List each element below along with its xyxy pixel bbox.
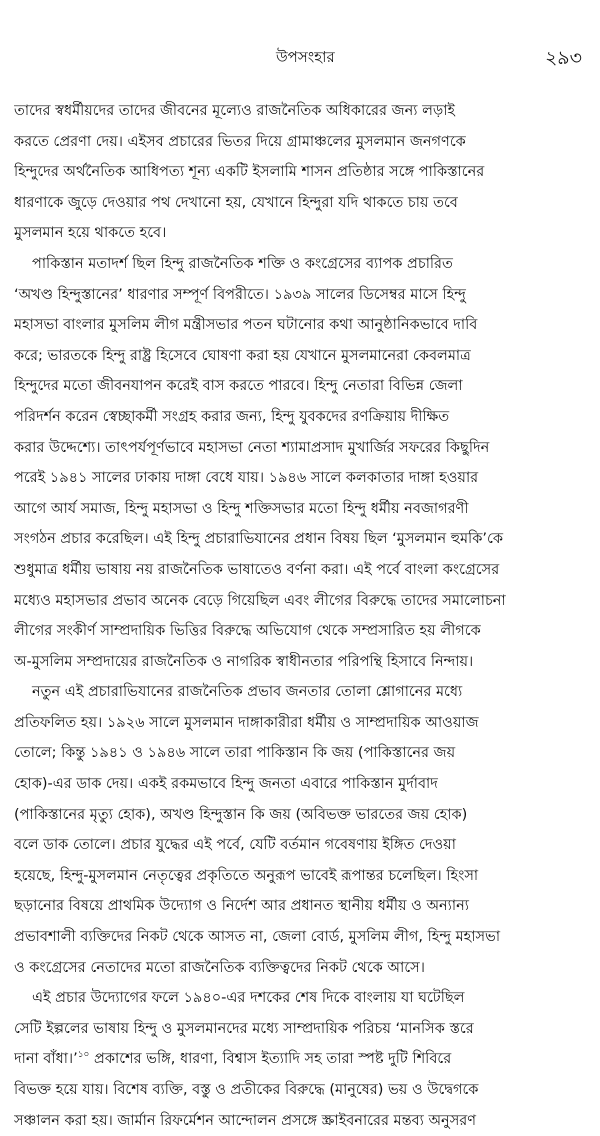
- text-line: মুসলমান হয়ে থাকতে হবে।: [14, 225, 167, 242]
- page-body: [14, 96, 586, 1136]
- text-line: পাকিস্তান মতাদর্শ ছিল হিন্দু রাজনৈতিক শক্তি ও কংগ্রেসের ব্যাপক প্রচারিত: [32, 255, 453, 272]
- text-line: হোক)-এর ডাক দেয়। একই রকমভাবে হিন্দু জনতা এবারে পাকিস্তান মুর্দাবাদ: [14, 776, 438, 793]
- text-line: সেটি ইল্পলের ভাষায় হিন্দু ও মুসলমানদের মধ্যে সাম্প্রদায়িক পরিচয় ‘মানসিক স্তরে: [14, 1020, 474, 1037]
- text-line: ছড়ানোর বিষয়ে প্রাথমিক উদ্যোগ ও নির্দেশ আর প্রধানত স্থানীয় ধর্মীয় ও অন্যান্য: [14, 898, 469, 915]
- text-line: পরিদর্শন করেন স্বেচ্ছাকর্মী সংগ্রহ করার জন্য, হিন্দু যুবকদের রণক্রিয়ায় দীক্ষিত: [14, 408, 450, 425]
- text-fragment: দানা বাঁধা।’: [14, 1051, 78, 1068]
- text-line: হয়েছে, হিন্দু-মুসলমান নেতৃত্বের প্রকৃতিতে অনুরূপ ভাবেই রূপান্তর চলেছিল। হিংসা: [14, 867, 479, 884]
- text-line: নতুন এই প্রচারাভিযানের রাজনৈতিক প্রভাব জনতার তোলা শ্লোগানের মধ্যে: [32, 684, 463, 701]
- page-header: [0, 44, 600, 74]
- text-line: বিভক্ত হয়ে যায়। বিশেষ ব্যক্তি, বস্তু ও প্রতীকের বিরুদ্ধে (মানুষের) ভয় ও উদ্বেগকে: [14, 1082, 479, 1098]
- text-line: করে; ভারতকে হিন্দু রাষ্ট্র হিসেবে ঘোষণা করা হয় যেখানে মুসলমানেরা কেবলমাত্র: [14, 347, 471, 364]
- text-line: লীগের সংকীর্ণ সাম্প্রদায়িক ভিত্তির বিরুদ্ধে অভিযোগ থেকে সম্প্রসারিত হয় লীগকে: [14, 623, 481, 640]
- text-line: প্রতিফলিত হয়। ১৯২৬ সালে মুসলমান দাঙ্গাকারীরা ধর্মীয় ও সাম্প্রদায়িক আওয়াজ: [14, 714, 479, 731]
- text-line: অ-মুসলিম সম্প্রদায়ের রাজনৈতিক ও নাগরিক স্বাধীনতার পরিপন্থি হিসাবে নিন্দায়।: [14, 653, 474, 670]
- text-line: প্রভাবশালী ব্যক্তিদের নিকট থেকে আসত না, জেলা বোর্ড, মুসলিম লীগ, হিন্দু মহাসভা: [14, 929, 501, 946]
- text-line: ‘অখণ্ড হিন্দুস্তানের’ ধারণার সম্পূর্ণ বিপরীতে। ১৯৩৯ সালের ডিসেম্বর মাসে হিন্দু: [14, 286, 466, 303]
- text-line: করার উদ্দেশ্যে। তাৎপর্যপূর্ণভাবে মহাসভা নেতা শ্যামাপ্রসাদ মুখার্জির সফরের কিছুদিন: [14, 439, 490, 456]
- paragraph-1: [14, 96, 586, 249]
- page-number: ২৯৩: [544, 47, 582, 69]
- text-fragment: প্রকাশের ভঙ্গি, ধারণা, বিশ্বাস ইত্যাদি সহ তারা স্পষ্ট দুটি শিবিরে: [89, 1051, 452, 1068]
- text-line: সঞ্চালন করা হয়। জার্মান রিফর্মেশন আন্দোলন প্রসঙ্গে স্ক্রাইবনারের মন্তব্য অনুসরণ: [14, 1112, 477, 1129]
- text-line: হিন্দুদের অর্থনৈতিক আধিপত্য শূন্য একটি ইসলামি শাসন প্রতিষ্ঠার সঙ্গে পাকিস্তানের: [14, 164, 485, 181]
- text-line: শুধুমাত্র ধর্মীয় ভাষায় নয় রাজনৈতিক ভাষাতেও বর্ণনা করা। এই পর্বে বাংলা কংগ্রেসের: [14, 561, 500, 578]
- paragraph-3: [14, 677, 586, 983]
- text-line: ধারণাকে জুড়ে দেওয়ার পথ দেখানো হয়, যেখানে হিন্দুরা যদি থাকতে চায় তবে: [14, 194, 458, 211]
- text-line: মহাসভা বাংলার মুসলিম লীগ মন্ত্রীসভার পতন ঘটানোর কথা আনুষ্ঠানিকভাবে দাবি: [14, 317, 478, 334]
- text-line: তোলে; কিন্তু ১৯৪১ ও ১৯৪৬ সালে তারা পাকিস্তান কি জয় (পাকিস্তানের জয়: [14, 745, 456, 762]
- text-line: আগে আর্য সমাজ, হিন্দু মহাসভা ও হিন্দু শক্তিসভার মতো হিন্দু ধর্মীয় নবজাগরণী: [14, 500, 469, 517]
- text-line: সংগঠন প্রচার করেছিল। এই হিন্দু প্রচারাভিযানের প্রধান বিষয় ছিল ‘মুসলমান হুমকি’কে: [14, 531, 503, 548]
- text-line: করতে প্রেরণা দেয়। এইসব প্রচারের ভিতর দিয়ে গ্রামাঞ্চলের মুসলমান জনগণকে: [14, 133, 466, 150]
- text-line: ও কংগ্রেসের নেতাদের মতো রাজনৈতিক ব্যক্তিত্বদের নিকট থেকে আসে।: [14, 959, 425, 976]
- text-line: পরেই ১৯৪১ সালের ঢাকায় দাঙ্গা বেধে যায়। ১৯৪৬ সালে কলকাতার দাঙ্গা হওয়ার: [14, 470, 479, 487]
- paragraph-2: [14, 249, 586, 677]
- paragraph-4: [14, 983, 586, 1136]
- text-line-with-footnote: [14, 1044, 586, 1075]
- text-line: (পাকিস্তানের মৃত্যু হোক), অখণ্ড হিন্দুস্তান কি জয় (অবিভক্ত ভারতের জয় হোক): [14, 806, 468, 823]
- running-head: উপসংহার: [276, 48, 335, 66]
- text-line: এই প্রচার উদ্যোগের ফলে ১৯৪০-এর দশকের শেষ দিকে বাংলায় যা ঘটেছিল: [32, 990, 465, 1007]
- text-line: তাদের স্বধর্মীয়দের তাদের জীবনের মূল্যেও রাজনৈতিক অধিকারের জন্য লড়াই: [14, 103, 455, 119]
- text-line: মধ্যেও মহাসভার প্রভাব অনেক বেড়ে গিয়েছিল এবং লীগের বিরুদ্ধে তাদের সমালোচনা: [14, 592, 506, 609]
- text-line: বলে ডাক তোলে। প্রচার যুদ্ধের এই পর্বে, যেটি বর্তমান গবেষণায় ইঙ্গিত দেওয়া: [14, 837, 456, 854]
- footnote-marker[interactable]: ১০: [77, 1050, 90, 1061]
- text-line: হিন্দুদের মতো জীবনযাপন করেই বাস করতে পারবে। হিন্দু নেতারা বিভিন্ন জেলা: [14, 378, 463, 395]
